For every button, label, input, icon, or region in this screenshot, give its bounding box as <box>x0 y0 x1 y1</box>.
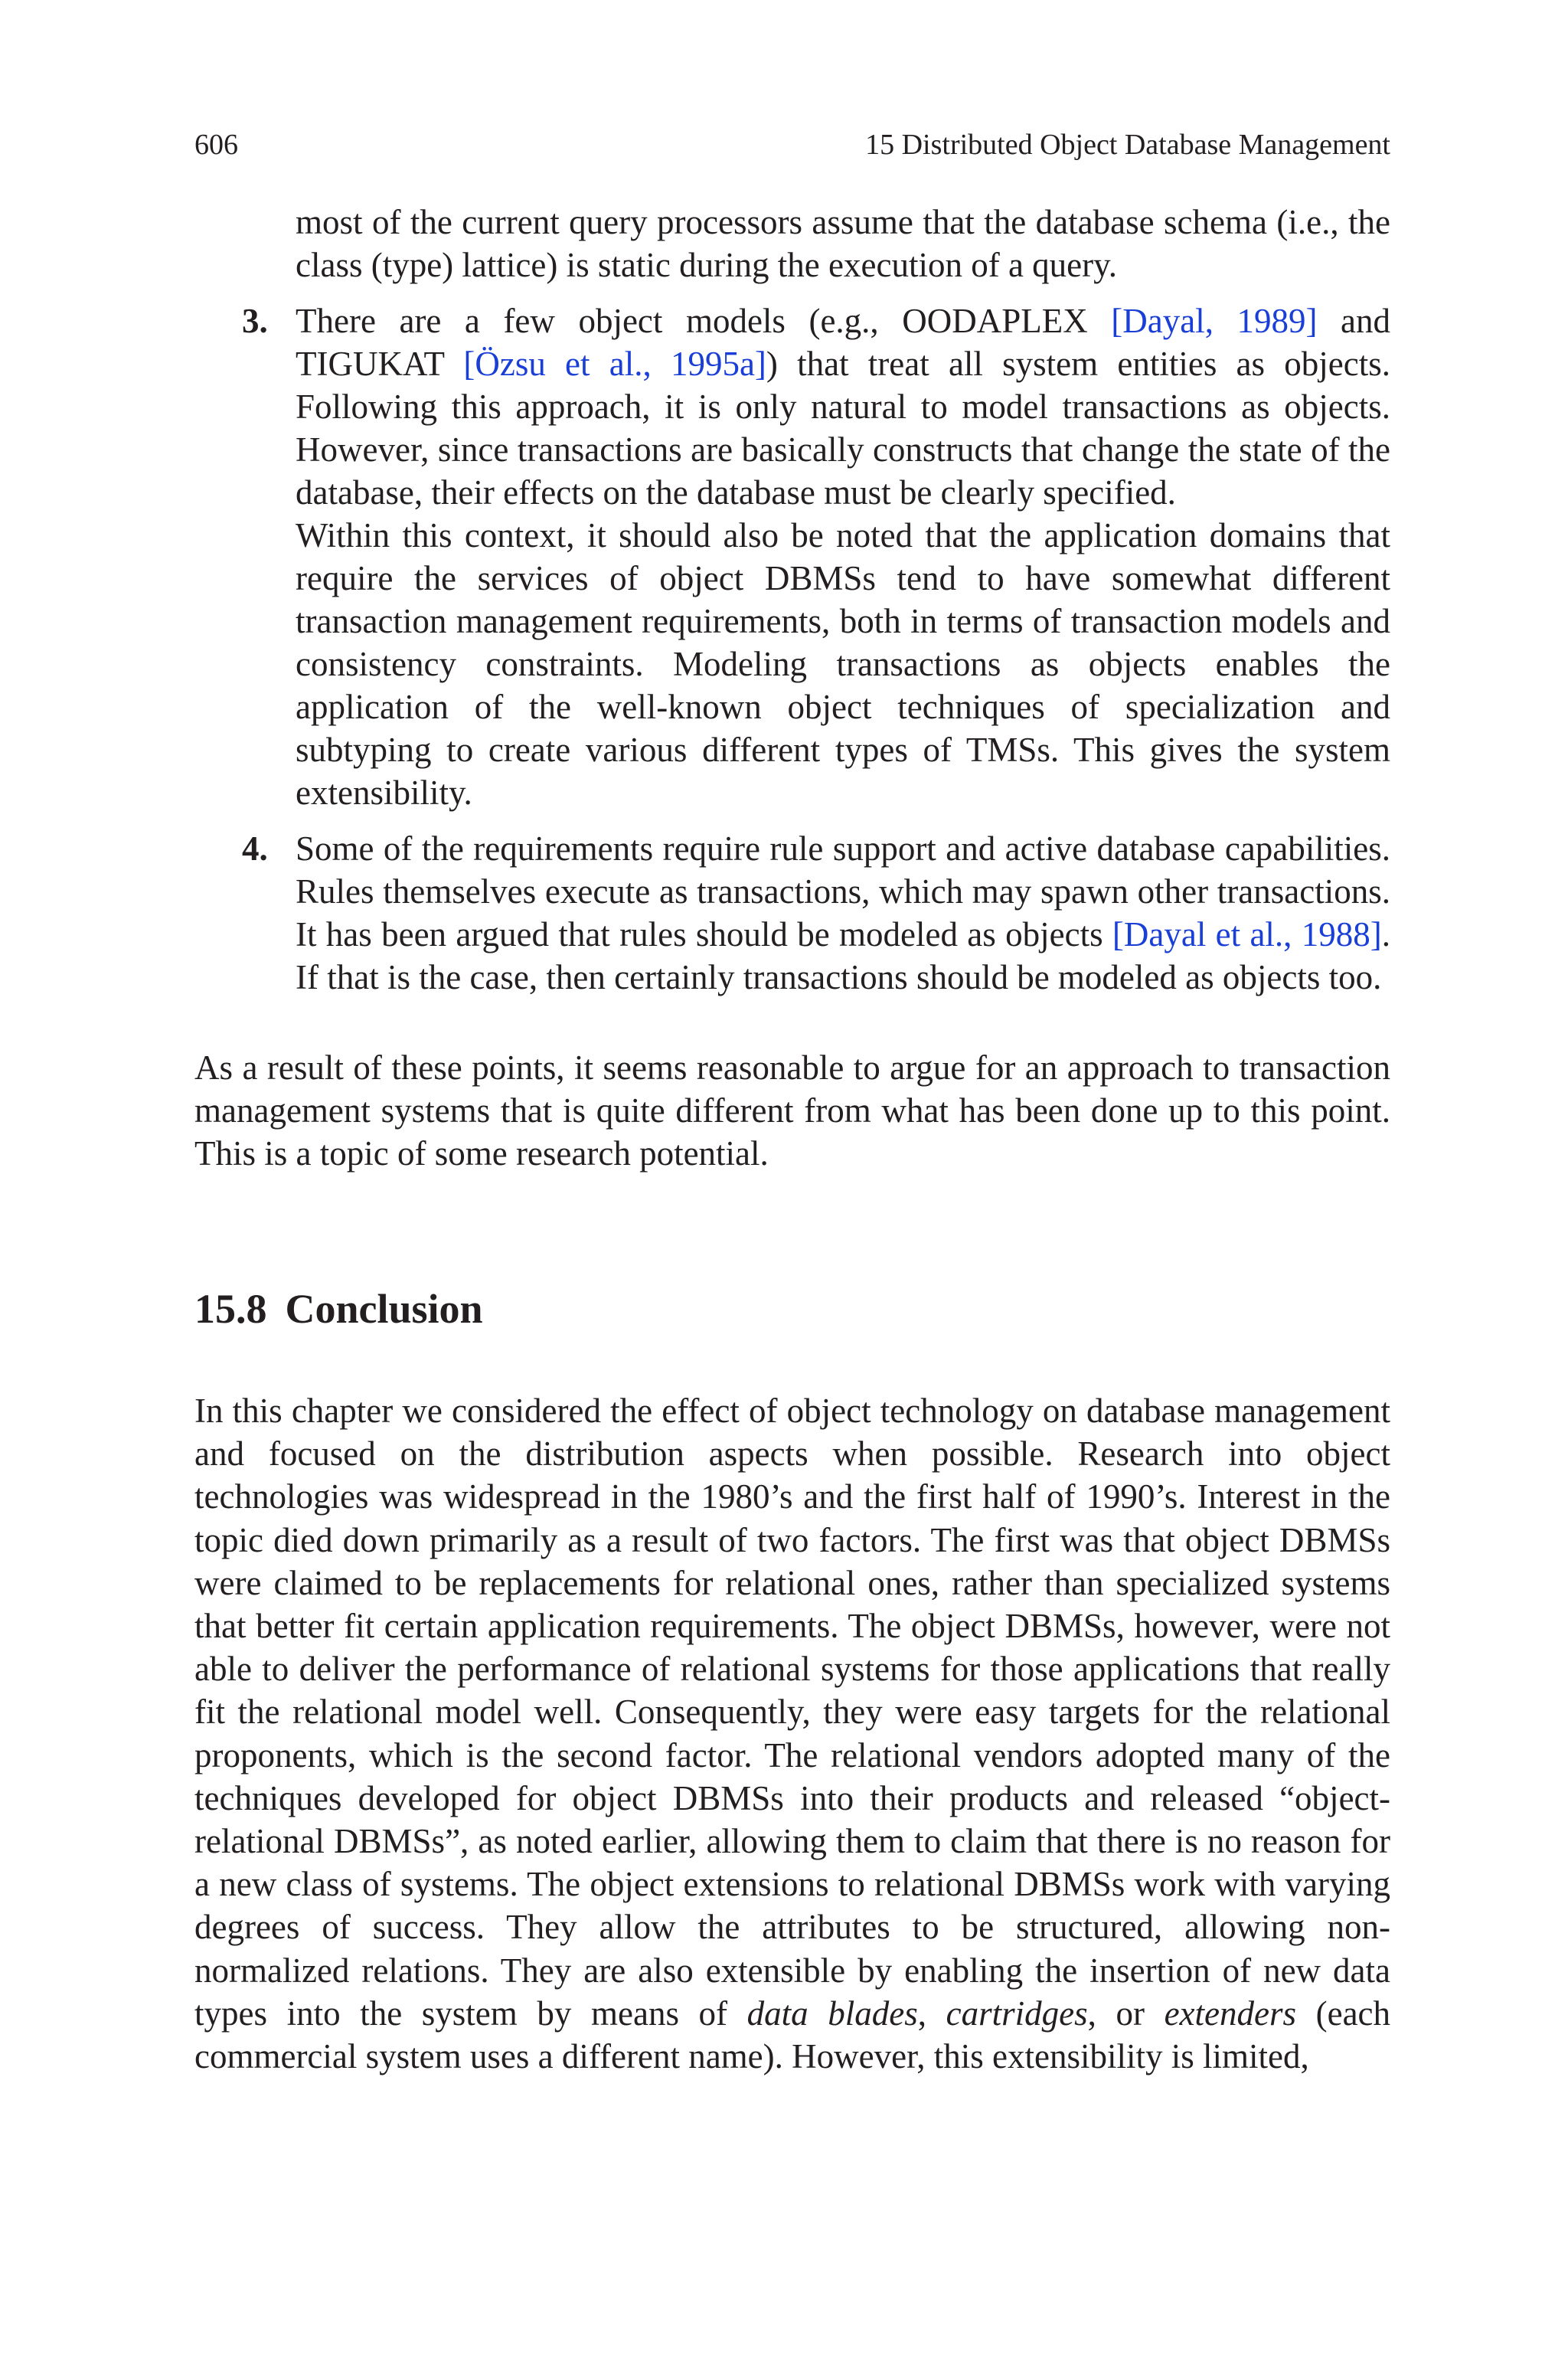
page-number: 606 <box>194 129 238 161</box>
body-paragraph: As a result of these points, it seems reasonable to argue for an approach to transaction management systems that is quite different from what has been done up to this point. This is a topic of some research potential. <box>194 1048 1390 1173</box>
text-run: ) that treat all system entities as objects. Following this approach, it is only natural to model transactions as objects. However, since transactions are basically constructs that change the state of the database, their effects on the database must be clearly specified. <box>296 345 1390 512</box>
list-item-4 <box>194 827 1390 999</box>
running-head <box>194 126 1390 164</box>
list-item-paragraph <box>296 299 1390 514</box>
citation-link[interactable]: [Dayal et al., 1988] <box>1112 915 1382 953</box>
emphasis: cartridges <box>946 1994 1088 2033</box>
emphasis: extenders <box>1164 1994 1296 2033</box>
section-title: Conclusion <box>285 1286 483 1332</box>
text-run: (each commercial system uses a different name). However, this extensibility is limited, <box>194 1994 1391 2076</box>
list-item-paragraph: Within this context, it should also be noted that the application domains that require the services of object DBMSs tend to have somewhat different transaction management requirements, both in terms of transaction models and consistency constraints. Modeling transactions as objects enables the application of the well-known object techniques of specialization and subtyping to create various different types of TMSs. This gives the system extensibility. <box>296 516 1390 812</box>
text-run: . If that is the case, then certainly transactions should be modeled as objects too. <box>296 915 1390 996</box>
section-number: 15.8 <box>194 1286 267 1332</box>
text-run: , or <box>1087 1994 1165 2033</box>
section-heading <box>194 1284 483 1334</box>
chapter-title: 15 Distributed Object Database Management <box>865 129 1390 161</box>
citation-link[interactable]: [Özsu et al., 1995a] <box>463 345 766 383</box>
text-run: and TIGUKAT <box>296 302 1390 383</box>
conclusion-paragraph <box>194 1389 1390 2078</box>
emphasis: data blades <box>746 1994 918 2033</box>
text-run: In this chapter we considered the effect of object technology on database management and focused on the distribution aspects when possible. Research into object technologies was widespread in the 1980’s and the first half of 1990’s. Interest in the topic died down primarily as a result of two factors. The first was that object DBMSs were claimed to be replacements for relational ones, rather than specialized systems that better fit certain application requirements. The object DBMSs, however, were not able to deliver the performance of relational systems for those applications that really fit the relational model well. Consequently, they were easy targets for the relational proponents, which is the second factor. The relational vendors adopted many of the techniques developed for object DBMSs into their products and released “object-relational DBMSs”, as noted earlier, allowing them to claim that there is no reason for a new class of systems. The object extensions to relational DBMSs work with varying degrees of success. They allow the attributes to be structured, allowing non-normalized relations. They are also extensible by enabling the insertion of new data types into the system by means of <box>194 1392 1390 2033</box>
text-run: Some of the requirements require rule support and active database capabilities. Rules themselves execute as transactions, which may spawn other transactions. It has been argued that rules should be modeled as objects <box>296 829 1390 953</box>
numbered-list <box>194 201 1390 999</box>
list-item-number: 4. <box>242 829 268 868</box>
citation-link[interactable]: [Dayal, 1989] <box>1111 302 1318 340</box>
list-item-paragraph <box>296 827 1390 999</box>
list-item-number: 3. <box>242 302 268 340</box>
list-item-3 <box>194 299 1390 814</box>
text-run: There are a few object models (e.g., OODAPLEX <box>296 302 1112 340</box>
list-continuation: most of the current query processors assume that the database schema (i.e., the class (type) lattice) is static during the execution of a query. <box>296 203 1390 284</box>
text-run: , <box>917 1994 946 2033</box>
